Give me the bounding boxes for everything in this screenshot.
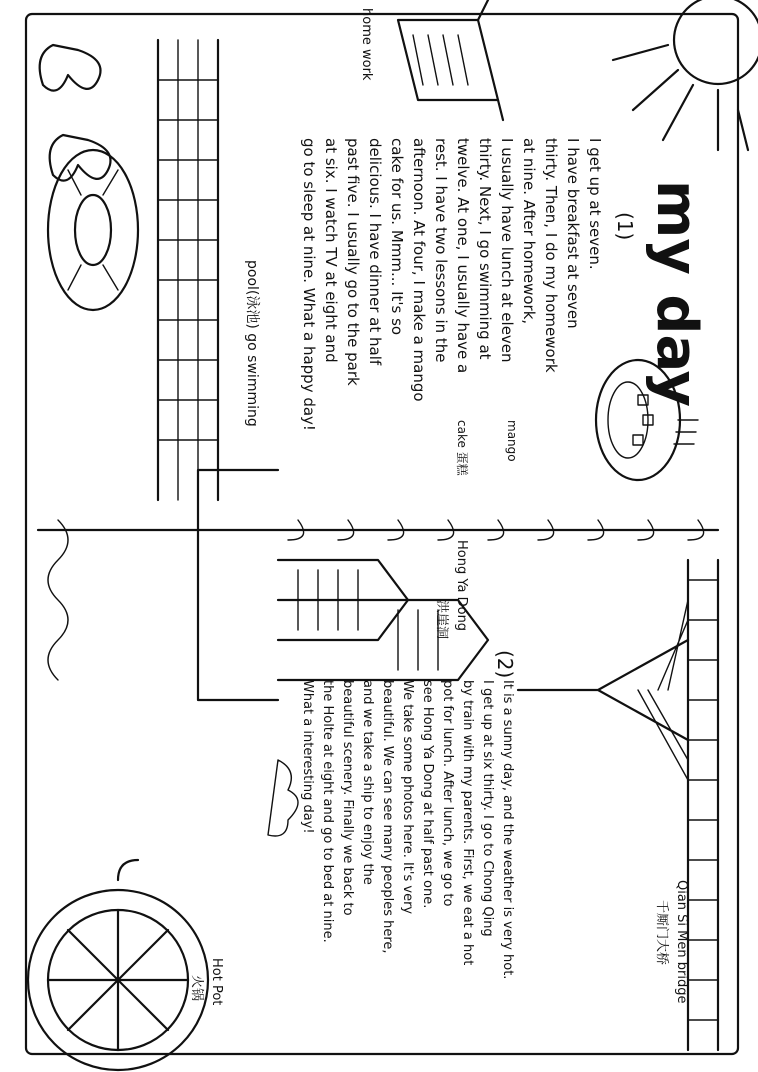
cloud-decoration [268, 760, 298, 836]
hongyadong-label: Hong Ya Dong [454, 540, 469, 632]
section1-line: twelve. At one, I usually have a [454, 138, 472, 374]
bridge-label: Qian Si Men bridge [674, 880, 689, 1004]
section1-line: thirty. Then, I do my homework [542, 138, 560, 373]
section2-line: by train with my parents. First, we eat a hot [460, 680, 475, 966]
section2-line: What a interesting day! [300, 680, 315, 834]
section1-line: rest. I have two lessons in the [432, 138, 450, 363]
section2-line: pot for lunch. After lunch, we go to [440, 680, 455, 907]
page-title: my day [644, 180, 709, 408]
section2-line: see Hong Ya Dong at half past one. [420, 680, 435, 909]
duck-icon [40, 45, 111, 181]
hongyadong-building-icon [198, 470, 488, 700]
section2-line: the Holte at eight and go to bed at nine. [320, 680, 335, 943]
section1-line: thirty. Next, I go swimming at [476, 138, 494, 360]
section1-line: I get up at seven. [586, 138, 604, 270]
section2-line: beautiful. We can see many peoples here, [380, 680, 395, 954]
section1-line: go to sleep at nine. What a happy day! [300, 138, 318, 431]
book-icon [398, 0, 503, 120]
section2-line: We take some photos here. It's very [400, 680, 415, 915]
section2-line: and we take a ship to enjoy the [360, 680, 375, 885]
mango-annotation: mango [505, 420, 519, 462]
sun-icon [613, 0, 758, 150]
hongyadong-cn-label: 洪崖洞 [434, 600, 449, 640]
section2-text [300, 680, 515, 979]
section1-line: past five. I usually go to the park [344, 138, 362, 386]
section1-line: at six. I watch TV at eight and [322, 138, 340, 363]
section1-line: at nine. After homework, [520, 138, 538, 325]
homework-label: home work [359, 8, 374, 81]
cake-annotation: cake 蛋糕 [455, 420, 469, 476]
hotpot-cn-label: 火锅 [189, 975, 204, 1002]
section2-line: beautiful scenery. Finally we back to [340, 680, 355, 916]
section1-line: I have breakfast at seven [564, 138, 582, 329]
pool-grid [158, 40, 218, 500]
hotpot-icon [28, 860, 208, 1072]
pool-label: pool(泳池) go swimming [244, 260, 260, 427]
hotpot-label: Hot Pot [209, 958, 224, 1006]
section1-line: afternoon. At four, I make a mango [410, 138, 428, 402]
section1-line: I usually have lunch at eleven [498, 138, 516, 363]
section2-number: (2) [493, 650, 517, 679]
section1-number: (1) [613, 212, 637, 241]
section1-line: delicious. I have dinner at half [366, 138, 384, 366]
swim-ring-icon [48, 150, 138, 310]
section1-text [300, 138, 604, 431]
section2-line: I get up at six thirty. I go to Chong Qing [480, 680, 495, 937]
wave-decoration [48, 520, 68, 680]
bridge-cn-label: 千厮门大桥 [654, 900, 669, 966]
section1-line: cake for us. Mmm... It's so [388, 138, 406, 336]
section2-line: It is a sunny day, and the weather is very hot. [500, 680, 515, 980]
spiral-binding [38, 520, 718, 540]
